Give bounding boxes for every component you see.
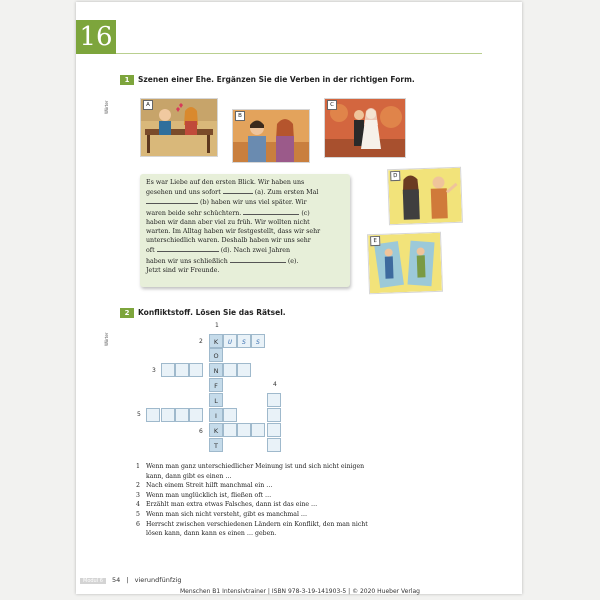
exercise-2-title: Konfliktstoff. Lösen Sie das Rätsel.	[138, 308, 286, 317]
story-line: haben wir dann aber viel zu früh. Wir wollten nicht	[146, 218, 310, 226]
picture-label-d: D	[390, 171, 400, 181]
clue-item-number: 6	[136, 520, 140, 528]
clue-number: 2	[199, 338, 203, 345]
crossword-cell-keyword[interactable]: O	[209, 348, 223, 362]
story-text: haben wir uns schließlich	[146, 257, 228, 265]
clue-number: 3	[152, 367, 156, 374]
clue-number: 4	[273, 381, 277, 388]
clue-list	[136, 462, 376, 539]
side-label-words: Wörter	[104, 332, 109, 346]
answer-blank-d[interactable]	[157, 245, 219, 252]
clue-item-text: Nach einem Streit hilft manchmal ein …	[146, 482, 273, 490]
picture-label-b: B	[235, 111, 245, 121]
crossword-cell[interactable]	[161, 363, 175, 377]
clue-number: 6	[199, 428, 203, 435]
story-text: waren beide sehr schüchtern.	[146, 209, 242, 217]
clue-item-text: Wenn man sich nicht versteht, gibt es manchmal …	[146, 510, 308, 518]
story-text: (d). Nach zwei Jahren	[220, 247, 291, 255]
crossword-cell[interactable]	[223, 363, 237, 377]
crossword-cell[interactable]: S	[251, 334, 265, 348]
story-line: Es war Liebe auf den ersten Blick. Wir haben uns	[146, 179, 305, 186]
clue-item-text: Herrscht zwischen verschiedenen Ländern ein Konflikt, den man nicht lösen kann, dann kann es einen … geben.	[146, 520, 368, 538]
crossword-cell[interactable]	[161, 408, 175, 422]
story-text: (b) haben wir uns viel später. Wir	[200, 199, 307, 207]
crossword-cell[interactable]	[237, 423, 251, 437]
crossword-cell[interactable]	[251, 423, 265, 437]
answer-blank-b[interactable]	[146, 197, 198, 204]
chapter-rule	[116, 53, 482, 54]
answer-blank-e[interactable]	[230, 256, 286, 263]
crossword-cell-keyword[interactable]: T	[209, 438, 223, 452]
crossword-cell[interactable]	[267, 438, 281, 452]
crossword-cell[interactable]	[223, 423, 237, 437]
crossword-cell[interactable]	[189, 408, 203, 422]
clue-item-number: 4	[136, 501, 140, 509]
clue-item	[136, 462, 376, 481]
picture-e	[367, 232, 443, 295]
picture-label-c: C	[327, 100, 337, 110]
story-line	[146, 187, 344, 197]
picture-c	[324, 98, 406, 158]
story-line: warten. Im Alltag haben wir festgestellt, dass wir sehr	[146, 228, 321, 236]
crossword-cell[interactable]	[267, 393, 281, 407]
picture-a	[140, 98, 218, 157]
story-line	[146, 245, 344, 255]
story-line	[146, 197, 344, 207]
clue-number: 5	[137, 411, 141, 418]
story-line	[146, 256, 344, 266]
story-line: unterschiedlich waren. Deshalb haben wir uns sehr	[146, 237, 311, 245]
picture-label-e: E	[370, 236, 380, 246]
story-line: Jetzt sind wir Freunde.	[146, 266, 220, 274]
story-text: oft	[146, 247, 155, 255]
clue-item-text: Wenn man unglücklich ist, fließen oft …	[146, 491, 272, 499]
crossword-cell-keyword[interactable]: N	[209, 363, 223, 377]
crossword-cell-keyword[interactable]: K	[209, 334, 223, 348]
clue-item	[136, 500, 376, 510]
clue-item-text: Wenn man ganz unterschiedlicher Meinung ist und sich nicht einigen kann, dann gibt es einen …	[146, 463, 365, 480]
clue-item-text: Erzählt man extra etwas Falsches, dann ist das eine …	[146, 501, 318, 509]
exercise-1-title: Szenen einer Ehe. Ergänzen Sie die Verben in der richtigen Form.	[138, 75, 415, 84]
crossword-cell[interactable]: U	[223, 334, 237, 348]
story-text: (e).	[287, 257, 299, 265]
crossword-cell-keyword[interactable]: K	[209, 423, 223, 437]
picture-d	[387, 167, 463, 226]
story-text: (a). Zum ersten Mal	[254, 189, 319, 197]
picture-b	[232, 109, 310, 163]
crossword-cell[interactable]	[223, 408, 237, 422]
answer-blank-c[interactable]	[243, 208, 299, 215]
clue-item	[136, 481, 376, 491]
page-footer	[80, 576, 181, 584]
crossword-cell[interactable]	[175, 363, 189, 377]
crossword-cell[interactable]	[146, 408, 160, 422]
crossword-cell[interactable]: S	[237, 334, 251, 348]
copyright-credit: Menschen B1 Intensivtrainer | ISBN 978-3-19-141903-5 | © 2020 Hueber Verlag	[180, 588, 420, 595]
story-line	[146, 208, 344, 218]
footer-separator: |	[126, 576, 129, 584]
clue-number: 1	[215, 322, 219, 329]
module-tag: Modul 6	[80, 578, 106, 584]
clue-item	[136, 510, 376, 520]
illustration-wedding	[325, 99, 405, 157]
story-text: (c)	[301, 209, 310, 217]
workbook-page	[76, 2, 522, 594]
crossword-cell-keyword[interactable]: F	[209, 378, 223, 392]
clue-item-number: 2	[136, 482, 140, 490]
clue-item	[136, 491, 376, 501]
answer-blank-a[interactable]	[223, 187, 253, 194]
exercise-1-number: 1	[120, 75, 134, 85]
crossword-cell[interactable]	[267, 423, 281, 437]
picture-label-a: A	[143, 100, 153, 110]
crossword-cell-keyword[interactable]: L	[209, 393, 223, 407]
crossword-cell[interactable]	[175, 408, 189, 422]
exercise-2-number: 2	[120, 308, 134, 318]
page-number: 54	[111, 576, 121, 584]
story-text-box	[140, 174, 350, 287]
story-text: gesehen und uns sofort	[146, 189, 221, 197]
crossword-cell[interactable]	[267, 408, 281, 422]
clue-item-number: 1	[136, 463, 140, 470]
crossword-cell[interactable]	[237, 363, 251, 377]
side-label-words: Wörter	[104, 100, 109, 114]
clue-item	[136, 520, 376, 539]
crossword-cell-keyword[interactable]: I	[209, 408, 223, 422]
clue-item-number: 5	[136, 510, 140, 518]
crossword-cell[interactable]	[189, 363, 203, 377]
chapter-number: 16	[76, 20, 116, 54]
page-number-word: vierundfünfzig	[134, 576, 182, 584]
clue-item-number: 3	[136, 491, 140, 499]
